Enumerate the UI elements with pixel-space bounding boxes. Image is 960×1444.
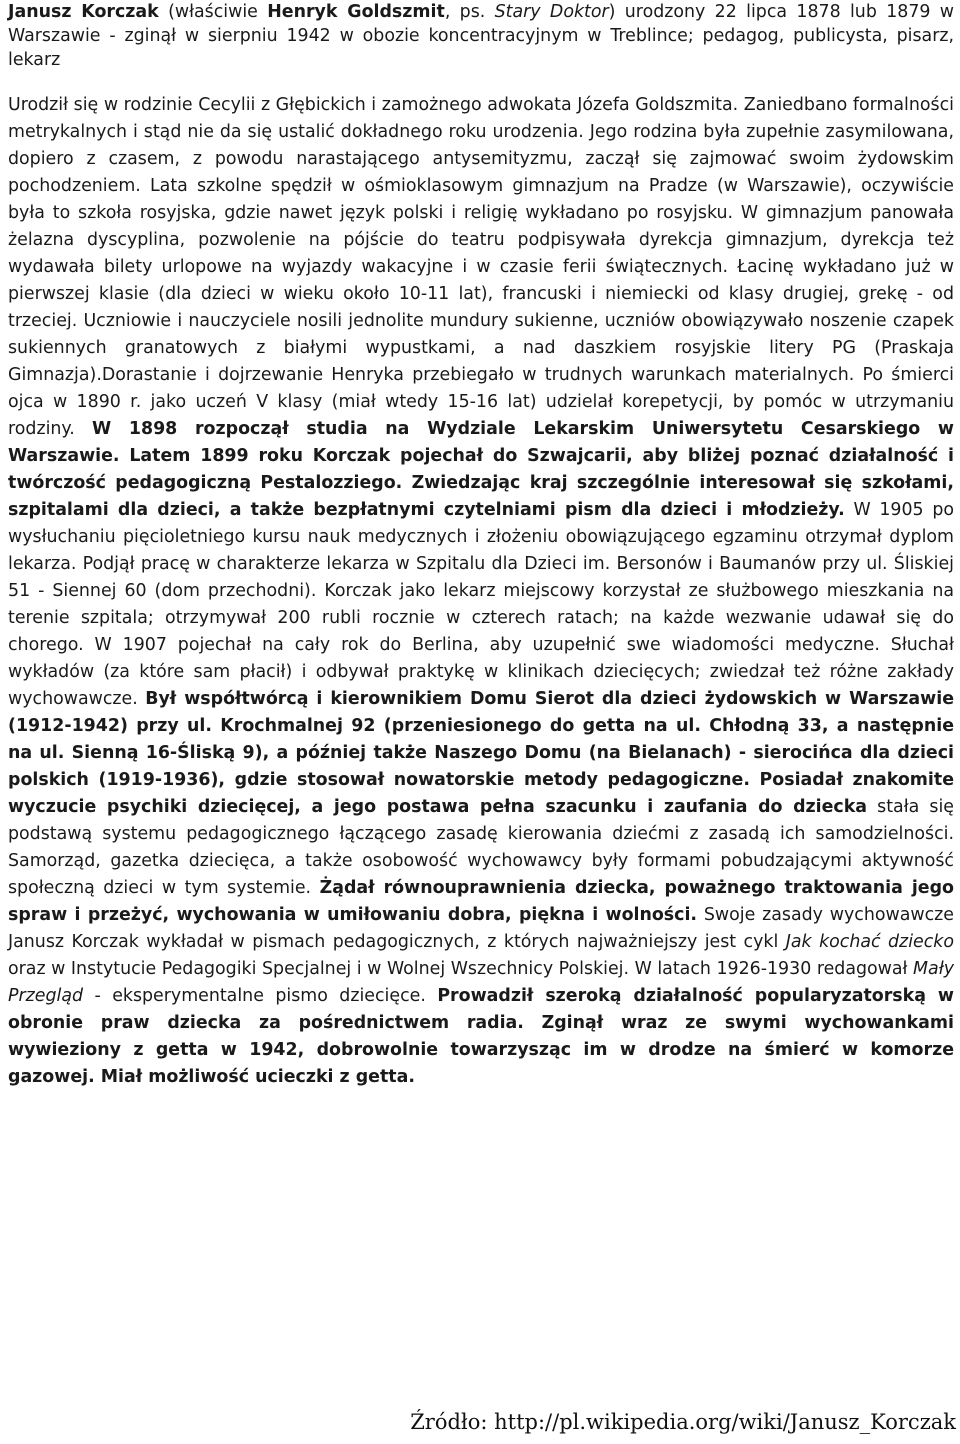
text-run: - eksperymentalne pismo dziecięce. <box>83 986 438 1006</box>
person-name: Janusz Korczak <box>8 2 159 22</box>
text-run: stała się podstawą systemu pedagogicznego łączącego zasadę kierowania dziećmi z zasadą ich samodzielności. Samorząd, gazetka dziecięca, a także osobowość wychowawcy były formami pobudzającymi aktywność społeczną dzieci w tym systemie. <box>8 797 954 898</box>
magazine-title: Mały Przegląd <box>8 959 954 1006</box>
text-run-bold: Żądał równouprawnienia dziecka, poważnego traktowania jego spraw i przeżyć, wychowania w umiłowaniu dobra, piękna i wolności. <box>8 878 954 925</box>
article <box>8 0 954 1091</box>
text-run-bold: W 1898 rozpoczął studia na Wydziale Lekarskim Uniwersytetu Cesarskiego w Warszawie. Latem 1899 roku Korczak pojechał do Szwajcarii, aby bliżej poznać działalność i twórczość pedagogiczną Pestalozziego. Zwiedzając kraj szczególnie interesował się szkołami, szpitalami dla dzieci, a także bezpłatnymi czytelniami pism dla dzieci i młodzieży. <box>8 419 954 520</box>
text-run: , ps. <box>444 2 495 22</box>
text-run: Urodził się w rodzinie Cecylii z Głębickich i zamożnego adwokata Józefa Goldszmita. Zaniedbano formalności metrykalnych i stąd nie da się ustalić dokładnego roku urodzenia. Jego rodzina była zupełnie zasymilowana, dopiero z czasem, z powodu narastającego antysemityzmu, zaczął się zajmować swoim żydowskim pochodzeniem. Lata szkolne spędził w ośmioklasowym gimnazjum na Pradze (w Warszawie), oczywiście była to szkoła rosyjska, gdzie nawet język polski i religię wykładano po rosyjsku. W gimnazjum panowała żelazna dyscyplina, pozwolenie na pójście do teatru podpisywała dyrekcja gimnazjum, dyrekcja też wydawała bilety urlopowe na wyjazdy wakacyjne i w czasie ferii świątecznych. Łacinę wykładano już w pierwszej klasie (dla dzieci w wieku około 10-11 lat), francuski i niemiecki od klasy drugiej, grekę - od trzeciej. Uczniowie i nauczyciele nosili jednolite mundury sukienne, uczniów obowiązywało noszenie czapek sukiennych granatowych z białymi wypustkami, a nad daszkiem rosyjskie litery PG (Praskaja Gimnazja).Dorastanie i dojrzewanie Henryka przebiegało w trudnych warunkach materialnych. Po śmierci ojca w 1890 r. jako uczeń V klasy (miał wtedy 15-16 lat) udzielał korepetycji, by pomóc w utrzymaniu rodziny. <box>8 95 954 439</box>
text-run: ) urodzony 22 lipca 1878 lub 1879 w Warszawie - zginął w sierpniu 1942 w obozie koncentracyjnym w Treblince; pedagog, publicysta, pisarz, lekarz <box>8 2 955 70</box>
intro-paragraph <box>8 0 954 72</box>
text-run: oraz w Instytucie Pedagogiki Specjalnej i w Wolnej Wszechnicy Polskiej. W latach 1926-1930 redagował <box>8 959 914 979</box>
book-title: Jak kochać dziecko <box>785 932 954 952</box>
pseudonym: Stary Doktor <box>494 2 609 22</box>
text-run-bold: Prowadził szeroką działalność popularyzatorską w obronie praw dziecka za pośrednictwem radia. Zginął wraz ze swymi wychowankami wywieziony z getta w 1942, dobrowolnie towarzysząc im w drodze na śmierć w komorze gazowej. Miał możliwość ucieczki z getta. <box>8 986 954 1087</box>
text-run: (właściwie <box>158 2 268 22</box>
text-run: Swoje zasady wychowawcze Janusz Korczak wykładał w pismach pedagogicznych, z których najważniejszy jest cykl <box>8 905 954 952</box>
source-citation: Źródło: http://pl.wikipedia.org/wiki/Janusz_Korczak <box>410 1410 956 1434</box>
biography-paragraph <box>8 92 954 1091</box>
text-run-bold: Był współtwórcą i kierownikiem Domu Sierot dla dzieci żydowskich w Warszawie (1912-1942) przy ul. Krochmalnej 92 (przeniesionego do getta na ul. Chłodną 33, a następnie na ul. Sienną 16-Śliską 9), a później także Naszego Domu (na Bielanach) - sierocińca dla dzieci polskich (1919-1936), gdzie stosował nowatorskie metody pedagogiczne. Posiadał znakomite wyczucie psychiki dziecięcej, a jego postawa pełna szacunku i zaufania do dziecka <box>8 689 954 817</box>
birth-name: Henryk Goldszmit <box>267 2 445 22</box>
text-run: W 1905 po wysłuchaniu pięcioletniego kursu nauk medycznych i złożeniu obowiązującego egzaminu otrzymał dyplom lekarza. Podjął pracę w charakterze lekarza w Szpitalu dla Dzieci im. Bersonów i Baumanów przy ul. Śliskiej 51 - Siennej 60 (dom przechodni). Korczak jako lekarz miejscowy korzystał ze służbowego mieszkania na terenie szpitala; otrzymywał 200 rubli rocznie w czterech ratach; na każde wezwanie udawał się do chorego. W 1907 pojechał na cały rok do Berlina, aby uzupełnić swe wiadomości medyczne. Słuchał wykładów (za które sam płacił) i odbywał praktykę w klinikach dziecięcych; zwiedzał też różne zakłady wychowawcze. <box>8 500 954 709</box>
